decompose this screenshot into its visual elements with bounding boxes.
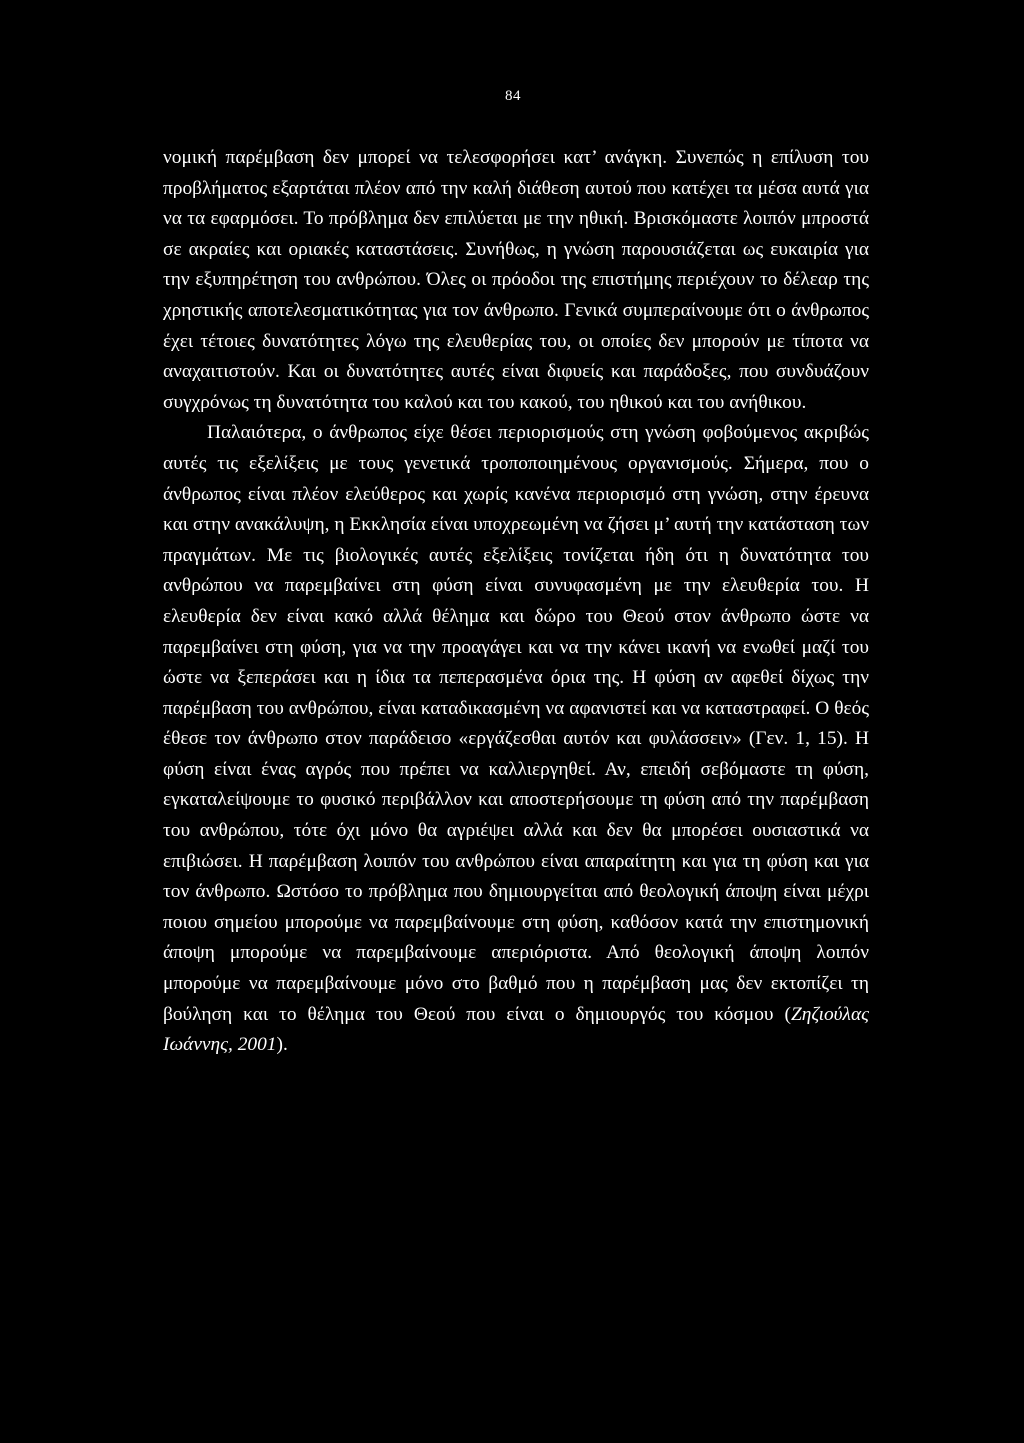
citation-closing: ). <box>276 1034 288 1056</box>
body-text <box>163 143 869 1061</box>
paragraph-1: νομική παρέμβαση δεν μπορεί να τελεσφορήσει κατ’ ανάγκη. Συνεπώς η επίλυση του προβλήματος εξαρτάται πλέον από την καλή διάθεση αυτού που κατέχει τα μέσα αυτά για να τα εφαρμόσει. Το πρόβλημα δεν επιλύεται με την ηθική. Βρισκόμαστε λοιπόν μπροστά σε ακραίες και οριακές καταστάσεις. Συνήθως, η γνώση παρουσιάζεται ως ευκαιρία για την εξυπηρέτηση του ανθρώπου. Όλες οι πρόοδοι της επιστήμης περιέχουν το δέλεαρ της χρηστικής αποτελεσματικότητας για τον άνθρωπο. Γενικά συμπεραίνουμε ότι ο άνθρωπος έχει τέτοιες δυνατότητες λόγω της ελευθερίας του, οι οποίες δεν μπορούν με τίποτα να αναχαιτιστούν. Και οι δυνατότητες αυτές είναι διφυείς και παράδοξες, που συνδυάζουν συγχρόνως τη δυνατότητα του καλού και του κακού, του ηθικού και του ανήθικου. <box>163 147 869 413</box>
paragraph-2-text: Παλαιότερα, ο άνθρωπος είχε θέσει περιορισμούς στη γνώση φοβούμενος ακριβώς αυτές τις εξελίξεις με τους γενετικά τροποποιημένους οργανισμούς. Σήμερα, που ο άνθρωπος είναι πλέον ελεύθερος και χωρίς κανένα περιορισμό στη γνώση, στην έρευνα και στην ανακάλυψη, η Εκκλησία είναι υποχρεωμένη να ζήσει μ’ αυτή την κατάσταση των πραγμάτων. Με τις βιολογικές αυτές εξελίξεις τονίζεται ήδη ότι η δυνατότητα του ανθρώπου να παρεμβαίνει στη φύση είναι συνυφασμένη με την ελευθερία του. Η ελευθερία δεν είναι κακό αλλά θέλημα και δώρο του Θεού στον άνθρωπο ώστε να παρεμβαίνει στη φύση, για να την προαγάγει και να την κάνει ικανή να ενωθεί μαζί του ώστε να ξεπεράσει και η ίδια τα πεπερασμένα όρια της. Η φύση αν αφεθεί δίχως την παρέμβαση του ανθρώπου, είναι καταδικασμένη να αφανιστεί και να καταστραφεί. Ο θεός έθεσε τον άνθρωπο στον παράδεισο «εργάζεσθαι αυτόν και φυλάσσειν» (Γεν. 1, 15). Η φύση είναι ένας αγρός που πρέπει να καλλιεργηθεί. Αν, επειδή σεβόμαστε τη φύση, εγκαταλείψουμε το φυσικό περιβάλλον και αποστερήσουμε τη φύση από την παρέμβαση του ανθρώπου, τότε όχι μόνο θα αγριέψει αλλά και δεν θα μπορέσει ουσιαστικά να επιβιώσει. Η παρέμβαση λοιπόν του ανθρώπου είναι απαραίτητη και για τη φύση και για τον άνθρωπο. Ωστόσο το πρόβλημα που δημιουργείται από θεολογική άποψη είναι μέχρι ποιου σημείου μπορούμε να παρεμβαίνουμε στη φύση, καθόσον κατά την επιστημονική άποψη μπορούμε να παρεμβαίνουμε απεριόριστα. Από θεολογική άποψη λοιπόν μπορούμε να παρεμβαίνουμε μόνο στο βαθμό που η παρέμβαση μας δεν εκτοπίζει τη βούληση και το θέλημα του Θεού που είναι ο δημιουργός του κόσμου ( <box>163 422 869 1025</box>
paragraph-2 <box>163 418 869 1060</box>
citation: Ζηζιούλας Ιωάννης, 2001 <box>163 1003 869 1056</box>
page-number: 84 <box>505 88 521 104</box>
